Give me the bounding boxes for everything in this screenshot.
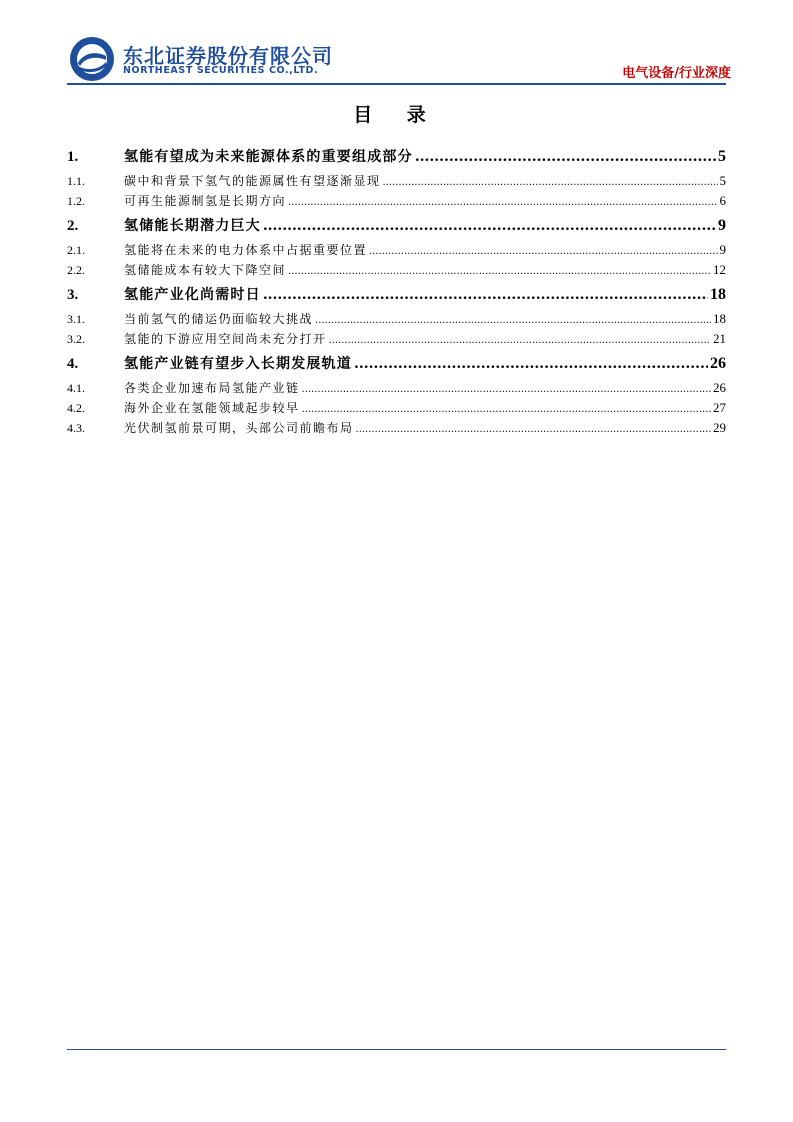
toc-entry-page: 12 xyxy=(713,262,726,277)
footer-divider xyxy=(67,1049,726,1050)
page-header xyxy=(0,0,793,84)
toc-leader-dots xyxy=(415,143,716,172)
company-name-cn: 东北证券股份有限公司 xyxy=(123,44,333,68)
toc-entry-label: 氢能的下游应用空间尚未充分打开 xyxy=(124,332,327,346)
toc-entry-label: 氢能产业化尚需时日 xyxy=(124,287,261,303)
toc-entry-page: 5 xyxy=(719,173,726,188)
toc-entry-label: 各类企业加速布局氢能产业链 xyxy=(124,381,300,395)
toc-leader-dots xyxy=(369,242,717,262)
toc-entry-page: 18 xyxy=(710,286,726,303)
toc-entry-page: 6 xyxy=(719,193,726,208)
toc-entry-number: 3. xyxy=(67,287,79,303)
toc-leader-dots xyxy=(356,420,711,440)
toc-leader-dots xyxy=(263,212,716,241)
toc-leader-dots xyxy=(383,173,718,193)
toc-entry-page: 9 xyxy=(718,217,726,234)
northeast-securities-logo-icon xyxy=(69,36,115,82)
report-category: 电气设备/行业深度 xyxy=(622,66,731,81)
company-name-en: NORTHEAST SECURITIES CO.,LTD. xyxy=(123,65,319,76)
toc-entry-page: 18 xyxy=(713,311,726,326)
toc-entry-number: 4.1. xyxy=(67,381,85,395)
toc-entry-page: 26 xyxy=(710,355,726,372)
toc-entry-label: 可再生能源制氢是长期方向 xyxy=(124,194,287,208)
toc-entry-page: 26 xyxy=(713,380,726,395)
toc-entry-label: 当前氢气的储运仍面临较大挑战 xyxy=(124,312,314,326)
toc-entry-number: 1.1. xyxy=(67,174,85,188)
toc-entry-2-1[interactable] xyxy=(67,240,726,260)
toc-entry-2-2[interactable] xyxy=(67,260,726,280)
toc-entry-label: 海外企业在氢能领域起步较早 xyxy=(124,401,300,415)
toc-entry-label: 光伏制氢前景可期，头部公司前瞻布局 xyxy=(124,421,354,435)
toc-entry-number: 4.3. xyxy=(67,421,85,435)
toc-entry-number: 1.2. xyxy=(67,194,85,208)
toc-title: 目 录 xyxy=(353,104,440,126)
toc-leader-dots xyxy=(315,311,711,331)
table-of-contents xyxy=(67,142,726,438)
toc-leader-dots xyxy=(354,350,708,379)
toc-entry-label: 氢能将在未来的电力体系中占据重要位置 xyxy=(124,243,368,257)
toc-entry-4-1[interactable] xyxy=(67,378,726,398)
toc-leader-dots xyxy=(288,193,717,213)
toc-entry-label: 碳中和背景下氢气的能源属性有望逐渐显现 xyxy=(124,174,381,188)
toc-entry-page: 5 xyxy=(718,148,726,165)
toc-entry-1-1[interactable] xyxy=(67,171,726,191)
toc-entry-number: 3.2. xyxy=(67,332,85,346)
toc-leader-dots xyxy=(302,380,711,400)
toc-entry-label: 氢储能成本有较大下降空间 xyxy=(124,263,287,277)
toc-leader-dots xyxy=(302,400,711,420)
toc-entry-label: 氢能产业链有望步入长期发展轨道 xyxy=(124,356,352,372)
toc-entry-number: 4. xyxy=(67,356,79,372)
toc-entry-4[interactable] xyxy=(67,349,726,378)
toc-entry-number: 2.2. xyxy=(67,263,85,277)
toc-entry-page: 29 xyxy=(713,420,726,435)
toc-entry-label: 氢能有望成为未来能源体系的重要组成部分 xyxy=(124,149,413,165)
toc-entry-3-2[interactable] xyxy=(67,329,726,349)
toc-entry-4-3[interactable] xyxy=(67,418,726,438)
toc-entry-number: 4.2. xyxy=(67,401,85,415)
toc-entry-label: 氢储能长期潜力巨大 xyxy=(124,218,261,234)
toc-entry-1-2[interactable] xyxy=(67,191,726,211)
toc-entry-3[interactable] xyxy=(67,280,726,309)
toc-entry-number: 1. xyxy=(67,149,79,165)
toc-entry-3-1[interactable] xyxy=(67,309,726,329)
toc-entry-number: 2.1. xyxy=(67,243,85,257)
toc-entry-page: 21 xyxy=(713,331,726,346)
toc-entry-number: 3.1. xyxy=(67,312,85,326)
toc-leader-dots xyxy=(263,281,708,310)
toc-entry-2[interactable] xyxy=(67,211,726,240)
toc-leader-dots xyxy=(329,331,711,351)
toc-entry-4-2[interactable] xyxy=(67,398,726,418)
toc-entry-1[interactable] xyxy=(67,142,726,171)
toc-entry-page: 9 xyxy=(719,242,726,257)
toc-entry-page: 27 xyxy=(713,400,726,415)
toc-leader-dots xyxy=(288,262,711,282)
toc-entry-number: 2. xyxy=(67,218,79,234)
header-divider xyxy=(67,83,726,85)
